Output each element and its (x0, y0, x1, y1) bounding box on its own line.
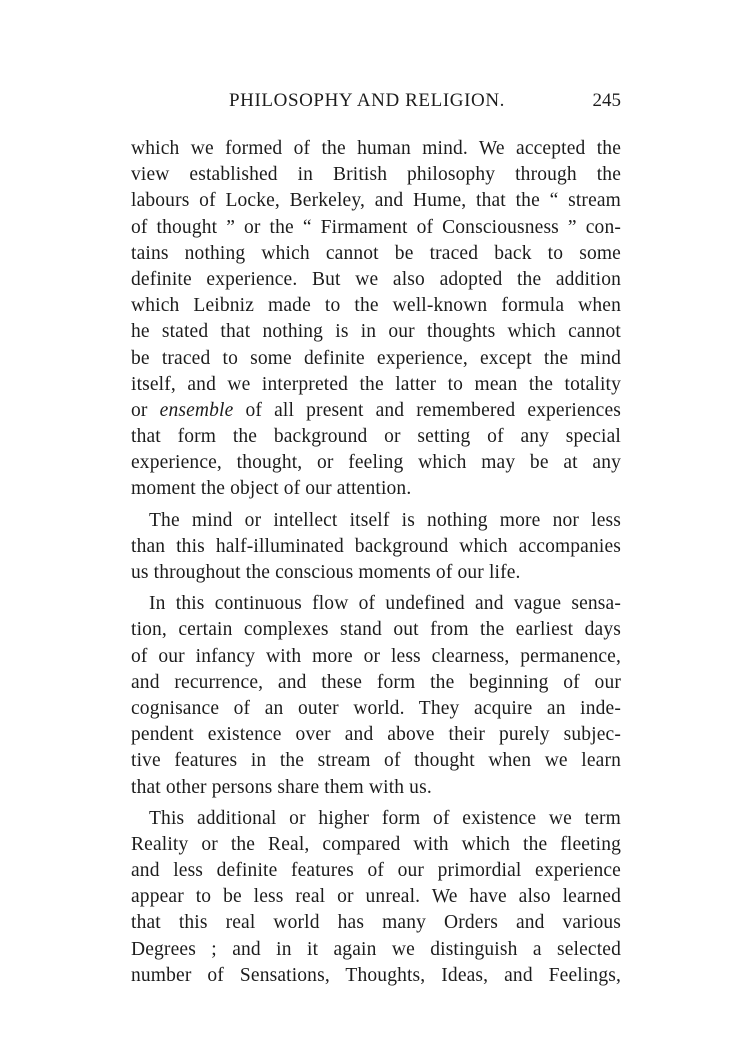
text-line: that form the background or setting of any special (131, 426, 621, 448)
text-line: In this continuous flow of undefined and vague sensa- (149, 593, 621, 615)
text-line: number of Sensations, Thoughts, Ideas, and Feelings, (131, 964, 621, 986)
text-line: cognisance of an outer world. They acquire an inde- (131, 697, 621, 719)
running-head (131, 90, 621, 118)
paragraph (131, 508, 621, 587)
text-line: tains nothing which cannot be traced back to some (131, 242, 621, 264)
text-line: and recurrence, and these form the beginning of our (131, 671, 621, 693)
body-text (131, 136, 621, 994)
text-line: tive features in the stream of thought when we learn (131, 750, 621, 772)
text-line: The mind or intellect itself is nothing more nor less (149, 509, 621, 531)
text-line: appear to be less real or unreal. We have also learned (131, 886, 621, 908)
text-line: he stated that nothing is in our thoughts which cannot (131, 321, 621, 343)
text-line: and less definite features of our primordial experience (131, 860, 621, 882)
text-line: view established in British philosophy through the (131, 164, 621, 186)
text-line: which we formed of the human mind. We accepted the (131, 138, 621, 159)
text-line: which Leibniz made to the well-known formula when (131, 295, 621, 317)
text-line: that other persons share them with us. (131, 776, 432, 798)
text-line: us throughout the conscious moments of our life. (131, 562, 521, 583)
text-line: This additional or higher form of existence we term (149, 807, 621, 829)
running-head-title: PHILOSOPHY AND RELIGION. (229, 90, 506, 111)
paragraph (131, 591, 621, 801)
text-line: than this half-illuminated background which accompanies (131, 535, 621, 557)
paragraph (131, 806, 621, 989)
text-line: moment the object of our attention. (131, 478, 412, 500)
text-line: tion, certain complexes stand out from the earliest days (131, 619, 621, 641)
italic-word: ensemble (159, 399, 234, 421)
text-line: be traced to some definite experience, except the mind (131, 347, 621, 369)
text-line: of thought ” or the “ Firmament of Consciousness ” con- (131, 216, 621, 238)
text-line: definite experience. But we also adopted the addition (131, 268, 621, 290)
text-line: pendent existence over and above their purely subjec- (131, 724, 621, 746)
text-line: Reality or the Real, compared with which the fleeting (131, 833, 621, 855)
text-line: experience, thought, or feeling which may be at any (131, 452, 621, 474)
text-line: itself, and we interpreted the latter to mean the totality (131, 373, 621, 395)
text-line: or ensemble of all present and remembered experiences (131, 399, 621, 421)
paragraph (131, 136, 621, 503)
text-line: labours of Locke, Berkeley, and Hume, that the “ stream (131, 190, 621, 212)
text-line: that this real world has many Orders and various (131, 912, 621, 934)
page-number: 245 (592, 90, 621, 111)
text-line: Degrees ; and in it again we distinguish a selected (131, 938, 621, 960)
text-line: of our infancy with more or less clearness, permanence, (131, 645, 621, 667)
